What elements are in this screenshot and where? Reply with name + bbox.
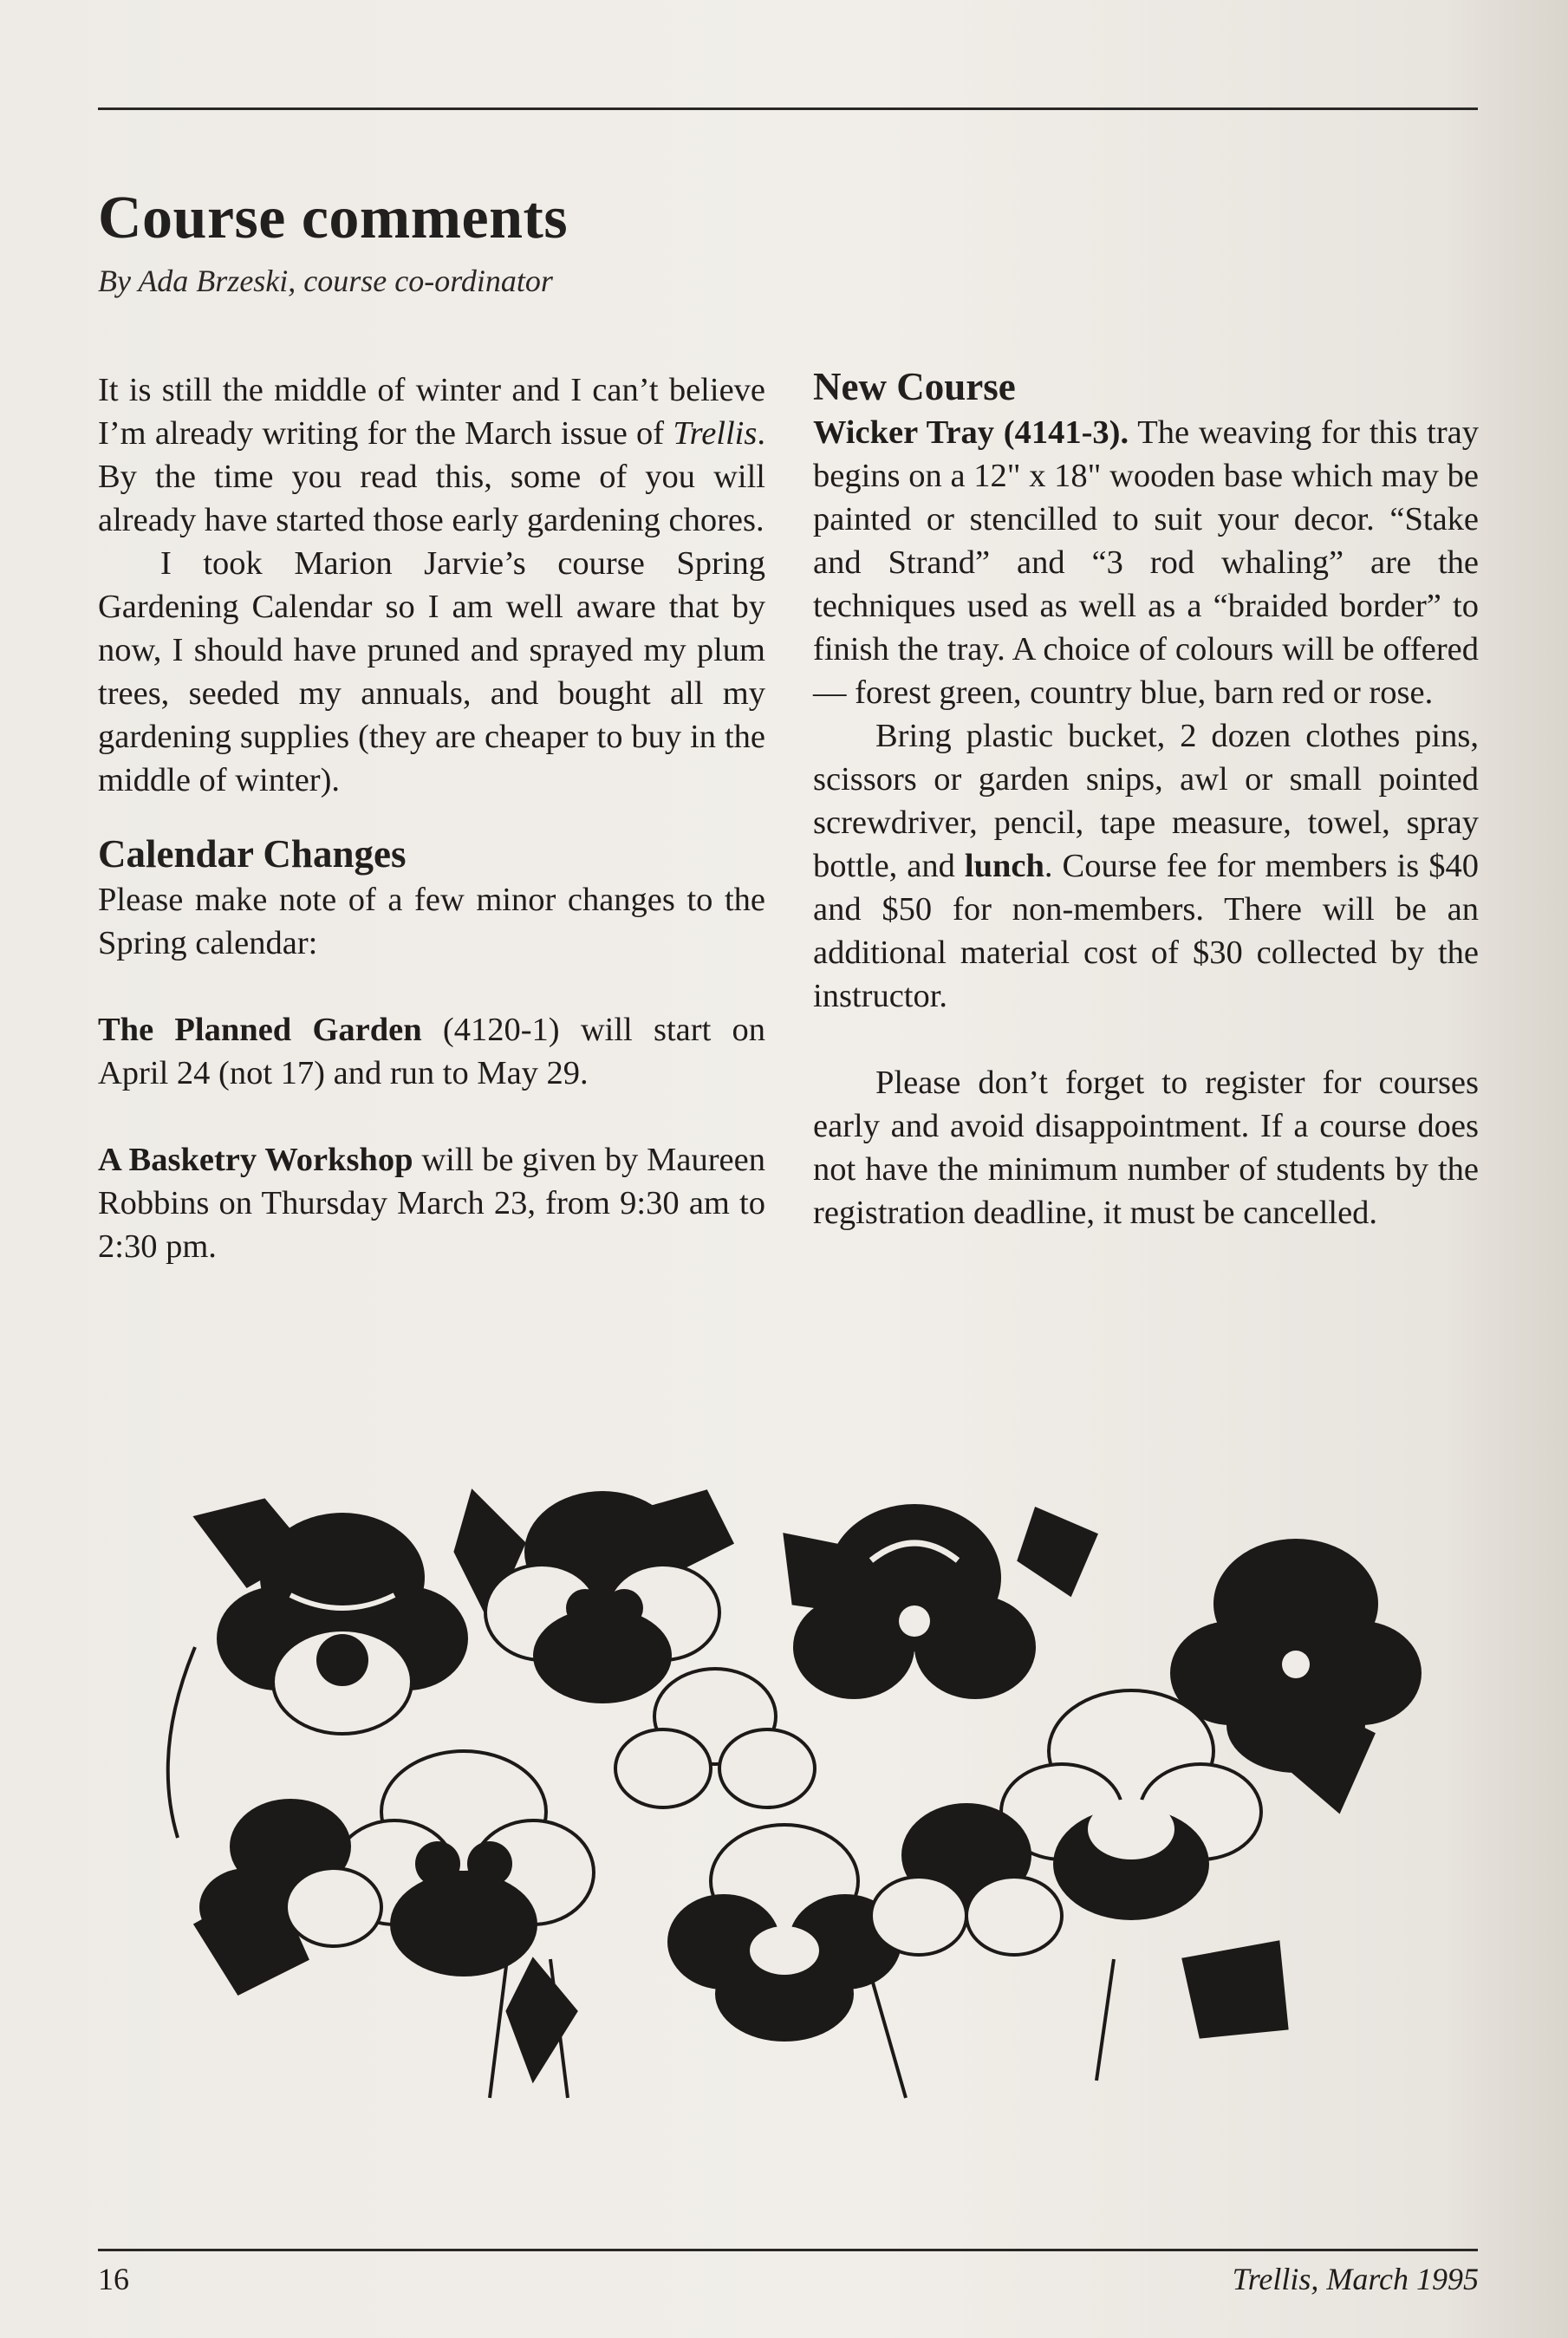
- change-text: (4120-1) will start on April 24 (not 17) and run to May 29.: [98, 1012, 766, 1091]
- calendar-changes-heading: Calendar Changes: [98, 832, 407, 876]
- article-byline: By Ada Brzeski, course co-ordinator: [98, 264, 553, 298]
- intro-paragraph: [98, 368, 765, 542]
- calendar-intro: Please make note of a few minor changes to the Spring calendar:: [98, 882, 765, 961]
- publication-name: Trellis: [673, 415, 758, 452]
- intro-text: It is still the middle of winter and I can’t believe I’m already writing for the March issue of: [98, 372, 765, 452]
- course-description: The weaving for this tray begins on a 12" x 18" wooden base which may be painted or stencilled to suit your decor. “Stake and Strand” and “3 rod whaling” are the techniques used as well as a “braided border” to finish the tray. A choice of colours will be offered — forest green, country blue, barn red or rose.: [813, 414, 1479, 711]
- new-course-heading: New Course: [813, 365, 1016, 408]
- right-column: [813, 362, 1479, 1234]
- course-name: The Planned Garden: [98, 1012, 422, 1048]
- fee-text: . Course fee for members is $40 and $50 for non-members. There will be an additional material cost of $30 collected by the instructor.: [813, 848, 1479, 1014]
- second-paragraph: I took Marion Jarvie’s course Spring Gardening Calendar so I am well aware that by now, I should have pruned and sprayed my plum trees, seeded my annuals, and bought all my gardening supplies (they are cheaper to buy in the middle of winter).: [98, 545, 765, 798]
- supplies-paragraph: [813, 714, 1479, 1018]
- course-name: A Basketry Workshop: [98, 1142, 413, 1178]
- issue-line: Trellis, March 1995: [1232, 2262, 1479, 2296]
- supplies-text: Bring plastic bucket, 2 dozen clothes pins, scissors or garden snips, awl or small pointed screwdriver, pencil, tape measure, towel, spray bottle, and: [813, 718, 1479, 884]
- header-rule: [98, 107, 1478, 110]
- pansy-flower: [667, 1825, 901, 2042]
- intro-text-end: . By the time you read this, some of you will already have started those early gardening chores.: [98, 415, 765, 538]
- wicker-tray-description: [813, 411, 1479, 714]
- pansy-flower: [199, 1799, 381, 1946]
- lunch-emphasis: lunch: [964, 848, 1044, 884]
- pansy-flower: [334, 1751, 594, 1977]
- left-column: [98, 368, 765, 1268]
- article-title: Course comments: [98, 185, 569, 251]
- pansy-illustration: [160, 1474, 1465, 2107]
- page-number: 16: [98, 2262, 129, 2296]
- pansy-flower: [793, 1504, 1036, 1699]
- change-basketry-workshop: [98, 1138, 765, 1268]
- change-text: will be given by Maureen Robbins on Thursday March 23, from 9:30 am to 2:30 pm.: [98, 1142, 765, 1265]
- footer-rule: [98, 2249, 1478, 2251]
- registration-reminder: Please don’t forget to register for courses early and avoid disappointment. If a course does not have the minimum number of students by the registration deadline, it must be cancelled.: [813, 1065, 1479, 1231]
- change-planned-garden: [98, 1008, 765, 1095]
- course-name: Wicker Tray (4141-3).: [813, 414, 1129, 451]
